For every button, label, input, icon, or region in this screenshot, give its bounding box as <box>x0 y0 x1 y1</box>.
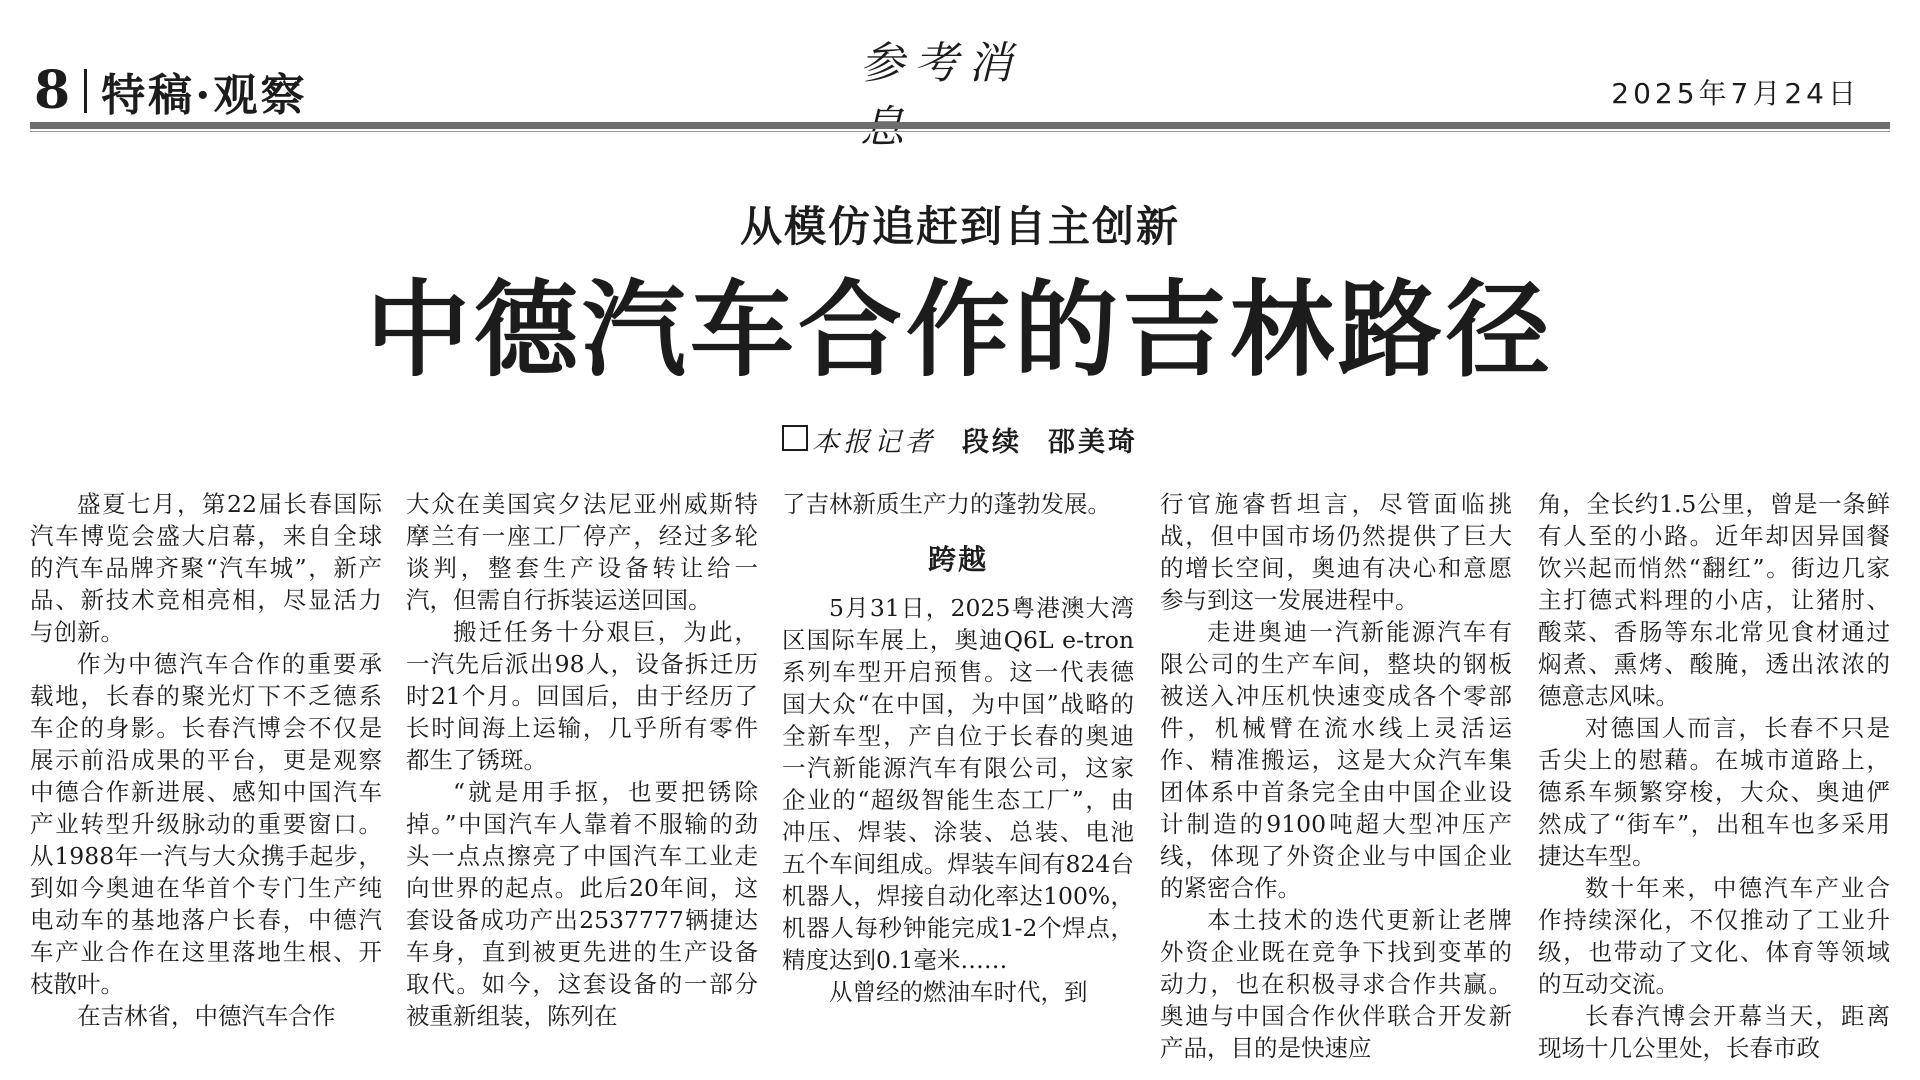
paragraph: 行官施睿哲坦言，尽管面临挑战，但中国市场仍然提供了巨大的增长空间，奥迪有决心和意愿参与到这一发展进程中。 <box>1160 490 1512 614</box>
paragraph: 5月31日，2025粤港澳大湾区国际车展上，奥迪Q6L e-tron系列车型开启预售。这一代表德国大众“在中国，为中国”战略的全新车型，产自位于长春的奥迪一汽新能源汽车有限公司，这家企业的“超级智能生态工厂”，由冲压、焊装、涂装、总装、电池五个车间组成。焊装车间有824台机器人，焊接自动化率达100%，机器人每秒钟能完成1-2个焊点，精度达到0.1毫米…… <box>782 594 1134 974</box>
paragraph: 大众在美国宾夕法尼亚州威斯特摩兰有一座工厂停产，经过多轮谈判，整套生产设备转让给一汽，但需自行拆装运送回国。 <box>406 490 758 614</box>
paragraph: 本土技术的迭代更新让老牌外资企业既在竞争下找到变革的动力，也在积极寻求合作共赢。奥迪与中国合作伙伴联合开发新产品，目的是快速应 <box>1160 906 1512 1062</box>
paragraph: 在吉林省，中德汽车合作 <box>77 1002 336 1030</box>
masthead-left <box>34 62 308 120</box>
paragraph: 走进奥迪一汽新能源汽车有限公司的生产车间，整块的钢板被送入冲压机快速变成各个零部件，机械臂在流水线上灵活运作、精准搬运，这是大众汽车集团体系中首条完全由中国企业设计制造的9100吨超大型冲压产线，体现了外资企业与中国企业的紧密合作。 <box>1160 618 1512 902</box>
paragraph: 对德国人而言，长春不只是舌尖上的慰藉。在城市道路上，德系车频繁穿梭，大众、奥迪俨然成了“街车”，出租车也多采用捷达车型。 <box>1538 714 1890 870</box>
masthead-rule <box>30 122 1890 129</box>
paragraph: 盛夏七月，第22届长春国际汽车博览会盛大启幕，来自全球的汽车品牌齐聚“汽车城”，新产品、新技术竞相亮相，尽显活力与创新。 <box>30 490 382 646</box>
article-kicker: 从模仿追赶到自主创新 <box>739 202 1180 251</box>
byline-author: 段续 <box>962 427 1022 458</box>
byline-role: 本报记者 <box>812 427 936 458</box>
byline-author: 邵美琦 <box>1048 427 1138 458</box>
issue-date: 2025年7月24日 <box>1611 77 1860 110</box>
article-column-1 <box>30 488 382 1080</box>
article-headline: 中德汽车合作的吉林路径 <box>365 269 1554 391</box>
paragraph: 角，全长约1.5公里，曾是一条鲜有人至的小路。近年却因异国餐饮兴起而悄然“翻红”。街边几家主打德式料理的小店，让猪肘、酸菜、香肠等东北常见食材通过焖煮、熏烤、酸腌，透出浓浓的德意志风味。 <box>1538 490 1890 710</box>
article-column-4 <box>1160 488 1512 1080</box>
byline-box-icon <box>782 425 808 451</box>
byline <box>0 420 1920 459</box>
masthead-separator <box>84 69 87 113</box>
byline-role-group <box>782 420 936 459</box>
article-column-3 <box>782 488 1134 1080</box>
paragraph: 数十年来，中德汽车产业合作持续深化，不仅推动了工业升级，也带动了文化、体育等领域的互动交流。 <box>1538 874 1890 998</box>
paragraph: “就是用手抠，也要把锈除掉。”中国汽车人靠着不服输的劲头一点点擦亮了中国汽车工业走向世界的起点。此后20年间，这套设备成功产出2537777辆捷达车身，直到被更先进的生产设备取代。如今，这套设备的一部分被重新组装，陈列在 <box>406 778 758 1030</box>
page-number: 8 <box>34 60 71 121</box>
paper-logo: 参考消 <box>860 38 1022 89</box>
masthead-rule-thin <box>30 131 1890 132</box>
section-subhead: 跨越 <box>927 543 988 576</box>
section-name: 特稿·观察 <box>101 70 308 121</box>
paragraph: 搬迁任务十分艰巨，为此，一汽先后派出98人，设备拆迁历时21个月。回国后，由于经历了长时间海上运输，几乎所有零件都生了锈斑。 <box>406 618 758 774</box>
article-column-5 <box>1538 488 1890 1080</box>
paragraph: 从曾经的燃油车时代，到 <box>829 978 1088 1006</box>
paragraph: 作为中德汽车合作的重要承载地，长春的聚光灯下不乏德系车企的身影。长春汽博会不仅是展示前沿成果的平台，更是观察中德合作新进展、感知中国汽车产业转型升级脉动的重要窗口。从1988年一汽与大众携手起步，到如今奥迪在华首个专门生产纯电动车的基地落户长春，中德汽车产业合作在这里落地生根、开枝散叶。 <box>30 650 382 998</box>
paragraph: 了吉林新质生产力的蓬勃发展。 <box>782 490 1111 518</box>
article-column-2 <box>406 488 758 1080</box>
paragraph: 长春汽博会开幕当天，距离现场十几公里处，长春市政 <box>1538 1002 1890 1062</box>
